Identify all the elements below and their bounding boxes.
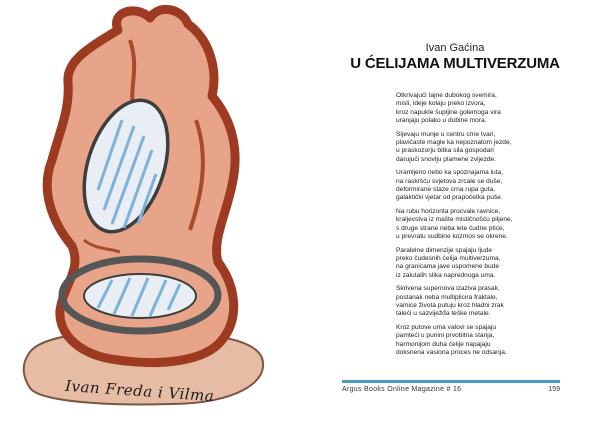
poem-line: pamteći u punini prvobitna stanja, [396,332,495,340]
poem-line: preko čudesnih ćelija multiverzuma, [396,255,501,263]
poem-column [320,0,590,424]
poem-line: vamice života putuju kroz hladni zrak [396,302,504,310]
poem-line: harmonijom duha ćelije napajaju [396,340,491,348]
stanza [396,169,586,202]
stanza [396,285,586,318]
poem-line: deformirane staze crna rupa guta, [396,185,495,193]
poem-line: kraljevstva iz mašte mističnošću piljene, [396,216,513,224]
poem-line: doksnena vasiona proces ne odsanja. [396,349,507,357]
poem-title: U ĆELIJAMA MULTIVERZUMA [350,55,560,72]
poem-line: Otkrivajući tajne dubokog svemira, [396,92,497,99]
poem-line: uranjaju polako u dubine mora. [396,116,487,124]
poem-line: Na rubu horizonta procvale ravnice, [396,208,501,216]
poem-line: na granicama jave uspomene bude [396,263,500,271]
poem-line: galaktički vjetar od prapočetka puše. [396,194,503,202]
poem-body [396,92,586,363]
poem-line: Kroz putove uma valovi se spajaju [396,324,497,332]
poem-line: plavičaste magle ka nepoznatom jezde, [396,138,512,146]
poem-line: Paralelne dimenzije spajaju ljude [396,246,493,254]
poem-line: Uramljeno nebo ka spoznajama luta, [396,169,504,177]
poem-line: taleći u sazviježđa teške metale. [396,310,491,318]
footer-divider [342,380,560,383]
poem-line: Skrivena supernova izaziva prasak, [396,285,500,293]
stanza [396,92,586,125]
poem-line: iz zalutalih slika naprednoga uma. [396,271,496,279]
poem-line: na raskršću svjetova zrcale se duše, [396,177,503,185]
poem-line: postanak neba multiplicira fraktale, [396,293,498,301]
author-name: Ivan Gaćina [425,42,485,54]
artist-signature: Ivan Freda i Vilma [64,376,215,406]
stanza [396,208,586,241]
poem-line: u praskozorju bitka sila gospodari [396,147,494,155]
poem-line: darujući snovlju plamene zvijezde. [396,155,497,163]
page-number: 159 [548,386,560,393]
magazine-name: Argus Books Online Magazine # 16 [342,386,462,393]
stanza [396,324,586,357]
poem-line: misli, ideje kolaju preko izvora, [396,100,486,108]
poem-line: Sijevaju munje u centru crne tvari, [396,130,496,138]
poem-line: s druge strane neba lete čudne ptice, [396,224,505,232]
poem-line: kroz napukle šupljine golemoga vira [396,108,501,116]
poem-line: u prevratu sudbine kozmos se okrene. [396,232,508,240]
stanza [396,131,586,164]
stanza [396,247,586,280]
